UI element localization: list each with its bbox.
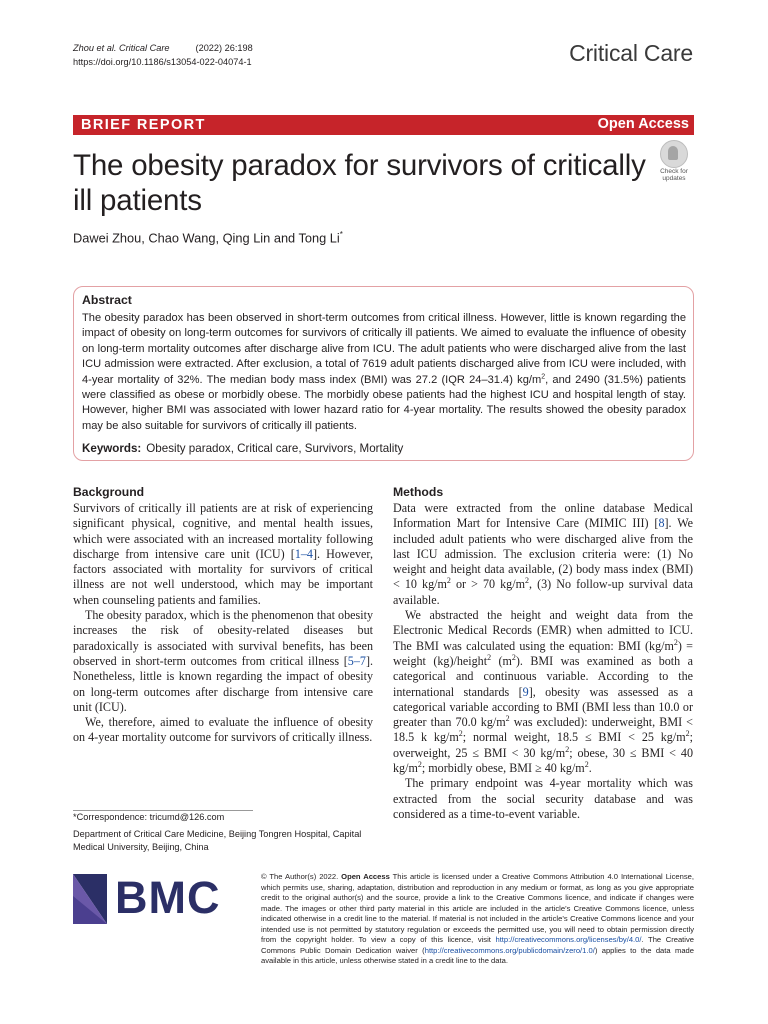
background-paragraph-2: The obesity paradox, which is the phenomenon that obesity increases the risk of obesity-related diseases but paradoxically is associated with survival benefits, has been observed in short-term outcomes from critical illness [5–7]. Nonetheless, little is known regarding the impact of obesity on long-term outcomes after discharge from intensive care unit (ICU). (73, 608, 373, 714)
background-heading: Background (73, 485, 145, 499)
citation-header (73, 41, 253, 69)
article-type-label: BRIEF REPORT (81, 117, 206, 133)
keywords-list: Obesity paradox, Critical care, Survivors, Mortality (146, 442, 404, 455)
keywords (82, 442, 403, 455)
open-access-label: Open Access (597, 116, 689, 132)
reference-link[interactable]: 5–7 (347, 653, 366, 668)
abstract-text: The obesity paradox has been observed in short-term outcomes from critical illness. However, little is known regarding the impact of obesity on long-term outcomes for survivors of critically ill patients. We aimed to evaluate the influence of obesity on long-term mortality outcomes after discharge alive from ICU. The adult patients who were discharged alive from the last ICU admission were extracted. After exclusion, a total of 7619 adult patients discharged alive from ICU were included, with 4-year mortality of 32%. The median body mass index (BMI) was 27.2 (IQR 24–31.4) $kg/m^2$, and 2490 (31.5%) patients were classified as obese or morbidly obese. The morbidly obese patients had the highest ICU and hospital length of stay. However, higher BMI was associated with lower hazard ratio for 4-year mortality. The results showed the obesity paradox may be also suitable for survivors of critically ill patients. (82, 312, 686, 432)
methods-section (393, 485, 693, 822)
reference-link[interactable]: 9 (522, 684, 529, 699)
citation-journal: Zhou et al. Critical Care (73, 43, 170, 53)
background-paragraph-1: Survivors of critically ill patients are at risk of experiencing significant physical, cognitive, and mental health issues, which were associated with an increased mortality following discharge from intensive care unit (ICU) [1–4]. However, factors associated with mortality for survivors of critical illness are not well understood, which may be important when counseling patients and families. (73, 501, 373, 607)
reference-link[interactable]: 8 (658, 516, 665, 531)
keywords-label: Keywords: (82, 442, 142, 455)
background-paragraph-3: We, therefore, aimed to evaluate the influence of obesity on 4-year mortality outcome for survivors of critically illness. (73, 715, 373, 745)
doi-link[interactable]: https://doi.org/10.1186/s13054-022-04074-1 (73, 57, 252, 67)
license-link[interactable]: http://creativecommons.org/licenses/by/4.0/ (495, 935, 642, 944)
corresponding-author-mark: * (339, 230, 343, 239)
methods-heading: Methods (393, 485, 444, 499)
publisher-logo (73, 874, 223, 926)
abstract-box (73, 286, 694, 461)
public-domain-link[interactable]: http://creativecommons.org/publicdomain/zero/1.0/ (424, 945, 595, 955)
journal-name: Critical Care (569, 40, 693, 66)
license-text: © The Author(s) 2022. Open Access This article is licensed under a Creative Commons Attribution 4.0 International License, which permits use, sharing, adaptation, distribution and reproduction in any medium or format, as long as you give appropriate credit to the original author(s) and the source, provide a link to the Creative Commons licence, and indicate if changes were made. The images or other third party material in this article are included in the article’s Creative Commons licence, unless indicated otherwise in a credit line to the material. If material is not included in the article’s Creative Commons licence and your intended use is not permitted by statutory regulation or exceeds the permitted use, you will need to obtain permission directly from the copyright holder. To view a copy of this licence, visit http://creativecommons.org/licenses/by/4.0/. The Creative Commons Public Domain Dedication waiver (http://creativecommons.org/publicdomain/zero/1.0/) applies to the data made available in this article, unless otherwise stated in a credit line to the data. (261, 872, 694, 965)
reference-link[interactable]: 1–4 (294, 546, 313, 561)
correspondence-note: *Correspondence: tricumd@126.com (73, 812, 225, 822)
background-section (73, 485, 373, 746)
abstract-heading: Abstract (82, 293, 132, 307)
article-type-banner (73, 115, 694, 135)
bmc-logo-icon (73, 874, 107, 924)
article-title: The obesity paradox for survivors of critically ill patients (73, 149, 646, 217)
methods-paragraph-2: We abstracted the height and weight data from the Electronic Medical Records (EMR) when admitted to ICU. The BMI was calculated using the equation: BMI $(kg/m^2)$ = weight (kg)/height$^2$ $(m^2)$. BMI was examined as both a categorical and continuous variable. According to the international standards [9], obesity was assessed as a categorical variable according to BMI (BMI less than 10.0 or greater than 70.0 $kg/m^2$ was excluded): underweight, BMI < 18.5 k $kg/m^2$; normal weight, 18.5 ≤ BMI < 25 $kg/m^2$; overweight, 25 ≤ BMI < 30 $kg/m^2$; obese, 30 ≤ BMI < 40 $kg/m^2$; morbidly obese, BMI ≥ 40 $kg/m^2$. (393, 608, 693, 776)
author-list: Dawei Zhou, Chao Wang, Qing Lin and Tong Li* (73, 230, 343, 246)
affiliation-note: Department of Critical Care Medicine, Beijing Tongren Hospital, Capital Medical University, Beijing, China (73, 829, 362, 852)
bmc-logo-text: BMC (115, 872, 221, 923)
methods-paragraph-3: The primary endpoint was 4-year mortality which was extracted from the social security database and was considered as a time-to-event variable. (393, 776, 693, 821)
citation-year: (2022) 26:198 (195, 43, 253, 53)
check-for-updates-badge[interactable] (654, 140, 694, 184)
methods-paragraph-1: Data were extracted from the online database Medical Information Mart for Intensive Care (MIMIC III) [8]. We included adult patients who were discharged alive from the last ICU admission. The exclusion criteria were: (1) No weight and height data available, (2) body mass index (BMI) < 10 $kg/m^2$ or > 70 $kg/m^2$, (3) No follow-up survival data available. (393, 501, 694, 607)
updates-label: updates (662, 175, 686, 182)
bookmark-icon (660, 140, 688, 168)
check-for-label: Check for (660, 168, 688, 175)
